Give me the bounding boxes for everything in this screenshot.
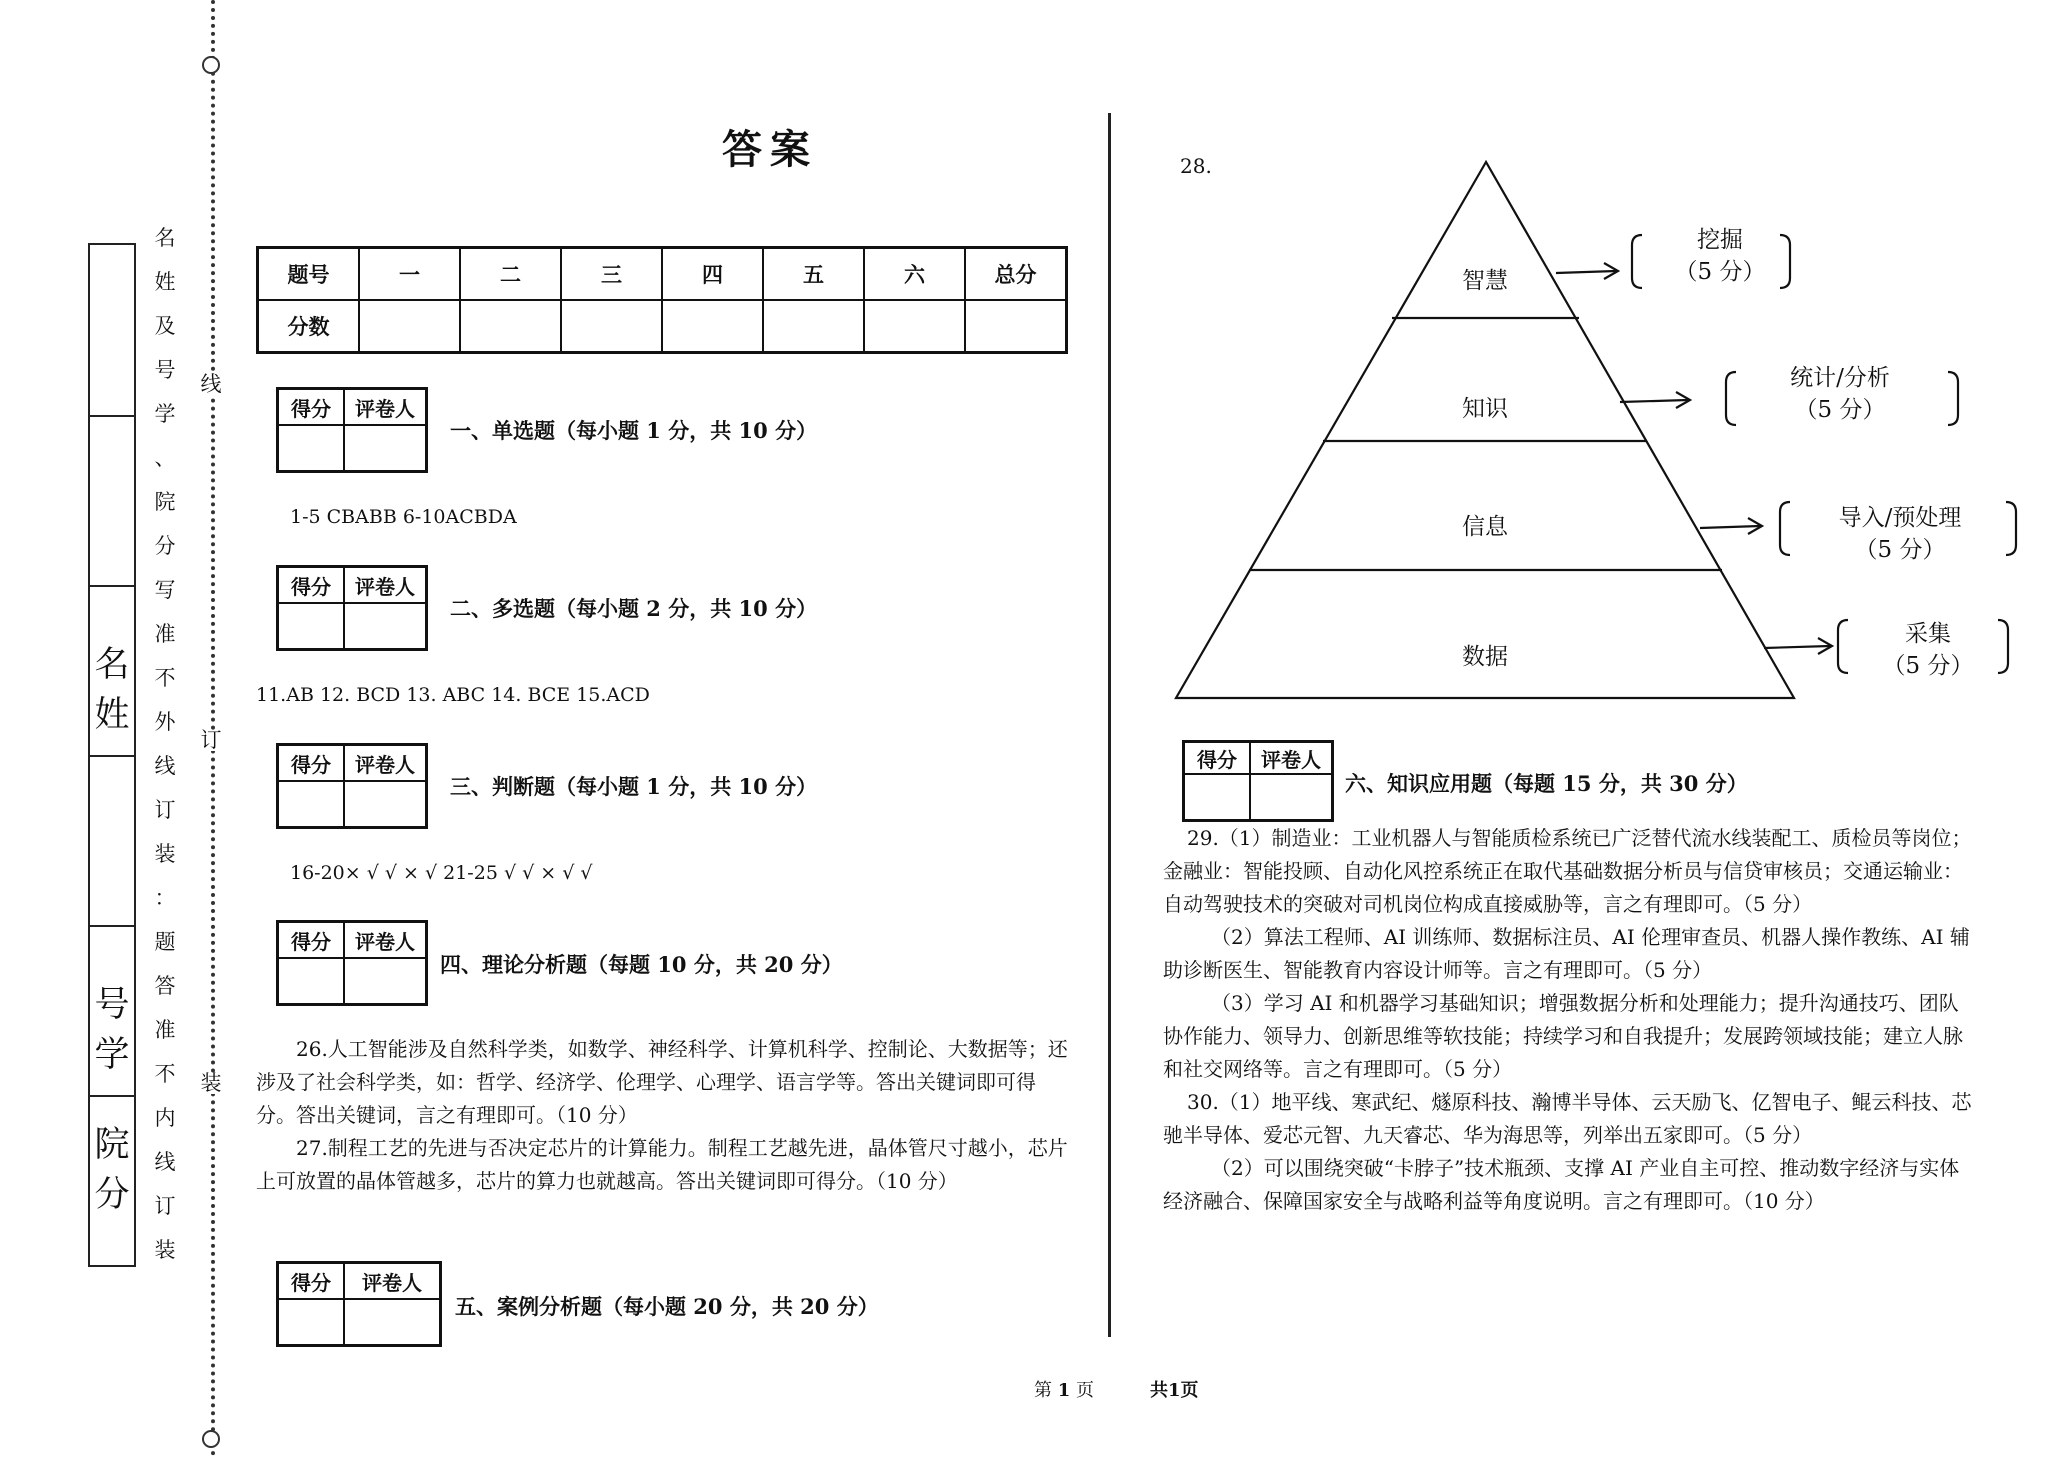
arrow-2 — [1620, 400, 1688, 402]
section-title-5: 五、案例分析题（每小题 20 分，共 20 分） — [455, 1294, 879, 1319]
score-cell[interactable] — [864, 300, 965, 353]
score-header-cell: 四 — [662, 248, 763, 301]
page-number: 第 1 页 — [1034, 1380, 1094, 1401]
score-header-cell: 总分 — [965, 248, 1067, 301]
answer-q30-1: 30.（1）地平线、寒武纪、燧原科技、瀚博半导体、云天励飞、亿智电子、鲲云科技、芯驰半导体、爱芯元智、九天睿芯、华为海思等，列举出五家即可。（5 分） — [1163, 1090, 1972, 1147]
page-total: 共1页 — [1150, 1380, 1199, 1401]
level-information: 信息 — [1462, 514, 1508, 540]
score-row-label: 分数 — [258, 300, 360, 353]
binding-instruction — [150, 216, 180, 1272]
binding-hole-bottom — [202, 1430, 220, 1448]
instruction-char: 院 — [154, 490, 176, 514]
score-cell[interactable] — [965, 300, 1067, 353]
instruction-char: 及 — [154, 314, 176, 338]
answer-q27: 27.制程工艺的先进与否决定芯片的计算能力。制程工艺越先进，晶体管尺寸越小，芯片上可放置的晶体管越多，芯片的算力也就越高。答出关键词即可得分。（10 分） — [256, 1136, 1068, 1193]
instruction-char: 订 — [154, 798, 176, 822]
bracket-right-2 — [1948, 372, 1958, 425]
instruction-char: 名 — [154, 226, 176, 250]
action-statistics-analysis: 统计/分析 （5 分） — [1790, 365, 1890, 423]
answer-q26: 26.人工智能涉及自然科学类，如数学、神经科学、计算机科学、控制论、大数据等；还涉及了社会科学类，如：哲学、经济学、伦理学、心理学、语言学等。答出关键词即可得分。答出关键词，言之有理即可。（10 分） — [256, 1037, 1068, 1127]
name-label: 名 姓 — [94, 645, 130, 735]
grader-box-6: 得分 评卷人 — [1182, 740, 1334, 822]
answer-section-2: 11.AB 12. BCD 13. ABC 14. BCE 15.ACD — [256, 684, 650, 706]
instruction-char: 装 — [154, 842, 176, 866]
section-title-2: 二、多选题（每小题 2 分，共 10 分） — [450, 596, 818, 621]
score-header-cell: 二 — [460, 248, 561, 301]
page-title: 答案 — [722, 126, 818, 173]
grader-box-1: 得分 评卷人 — [276, 387, 428, 473]
section-title-1: 一、单选题（每小题 1 分，共 10 分） — [450, 418, 818, 443]
score-cell[interactable] — [359, 300, 460, 353]
answer-q26-q27 — [256, 1033, 1068, 1198]
answer-q29-3: （3）学习 AI 和机器学习基础知识；增强数据分析和处理能力；提升沟通技巧、团队协作能力、领导力、创新思维等软技能；持续学习和自我提升；发展跨领域技能；建立人脉和社交网络等。言之有理即可。（5 分） — [1163, 991, 1963, 1081]
instruction-char: 写 — [154, 578, 176, 602]
instruction-char: 准 — [154, 1018, 176, 1042]
instruction-char: 准 — [154, 622, 176, 646]
action-collection: 采集 （5 分） — [1882, 621, 1974, 679]
answer-q29-q30 — [1163, 822, 1975, 1218]
student-id-label: 号 学 — [94, 985, 130, 1075]
score-header-cell: 题号 — [258, 248, 360, 301]
instruction-char: 不 — [154, 666, 176, 690]
score-header-cell: 六 — [864, 248, 965, 301]
grader-box-3: 得分 评卷人 — [276, 743, 428, 829]
bracket-left-3 — [1780, 502, 1790, 555]
instruction-char: 学 — [154, 402, 176, 426]
q28-number: 28. — [1180, 154, 1212, 178]
score-cell[interactable] — [460, 300, 561, 353]
section-title-6: 六、知识应用题（每题 15 分，共 30 分） — [1345, 771, 1748, 796]
instruction-char: 装 — [154, 1238, 176, 1262]
answer-section-1: 1-5 CBABB 6-10ACBDA — [290, 506, 517, 528]
arrow-1 — [1556, 271, 1616, 273]
college-label: 院 分 — [94, 1125, 130, 1215]
arrow-3 — [1700, 526, 1760, 528]
action-import-preprocess: 导入/预处理 （5 分） — [1838, 505, 1962, 563]
level-wisdom: 智慧 — [1462, 268, 1508, 294]
answer-section-3: 16-20× √ √ × √ 21-25 √ √ × √ √ — [290, 862, 593, 884]
instruction-char: 姓 — [154, 270, 176, 294]
answer-q30-2: （2）可以围绕突破“卡脖子”技术瓶颈、支撑 AI 产业自主可控、推动数字经济与实体经济融合、保障国家安全与战略利益等角度说明。言之有理即可。（10 分） — [1163, 1156, 1960, 1213]
instruction-char: 线 — [154, 754, 176, 778]
binding-word-zhuang: 装 — [200, 1071, 222, 1095]
score-cell[interactable] — [561, 300, 662, 353]
score-table — [256, 246, 1068, 354]
instruction-char: 、 — [154, 446, 176, 470]
instruction-char: 号 — [154, 358, 176, 382]
score-cell[interactable] — [662, 300, 763, 353]
instruction-char: 答 — [154, 974, 176, 998]
grader-box-4: 得分 评卷人 — [276, 920, 428, 1006]
grader-box-2: 得分 评卷人 — [276, 565, 428, 651]
binding-word-xian: 线 — [200, 372, 222, 396]
instruction-char: 题 — [154, 930, 176, 954]
binding-hole-top — [202, 56, 220, 74]
arrow-4 — [1764, 646, 1830, 648]
instruction-char: 外 — [154, 710, 176, 734]
answer-q29-1: 29.（1）制造业：工业机器人与智能质检系统已广泛替代流水线装配工、质检员等岗位；金融业：智能投顾、自动化风控系统正在取代基础数据分析员与信贷审核员；交通运输业：自动驾驶技术的突破对司机岗位构成直接威胁等，言之有理即可。（5 分） — [1163, 826, 1972, 916]
grader-box-5: 得分 评卷人 — [276, 1261, 442, 1347]
student-info-box — [88, 243, 136, 1267]
score-header-cell: 五 — [763, 248, 864, 301]
section-title-3: 三、判断题（每小题 1 分，共 10 分） — [450, 774, 818, 799]
instruction-char: 分 — [154, 534, 176, 558]
instruction-char: 线 — [154, 1150, 176, 1174]
level-knowledge: 知识 — [1462, 396, 1508, 422]
level-data: 数据 — [1462, 644, 1508, 670]
section-title-4: 四、理论分析题（每题 10 分，共 20 分） — [440, 952, 843, 977]
bracket-left-4 — [1838, 620, 1848, 673]
instruction-char: ： — [154, 886, 176, 910]
instruction-char: 内 — [154, 1106, 176, 1130]
score-cell[interactable] — [763, 300, 864, 353]
binding-word-ding: 订 — [200, 728, 222, 752]
score-header-cell: 一 — [359, 248, 460, 301]
instruction-char: 不 — [154, 1062, 176, 1086]
instruction-char: 订 — [154, 1194, 176, 1218]
answer-q29-2: （2）算法工程师、AI 训练师、数据标注员、AI 伦理审查员、机器人操作教练、AI 辅助诊断医生、智能教育内容设计师等。言之有理即可。（5 分） — [1163, 925, 1970, 982]
column-divider — [1108, 113, 1111, 1337]
action-mining: 挖掘 （5 分） — [1674, 227, 1766, 285]
score-header-cell: 三 — [561, 248, 662, 301]
